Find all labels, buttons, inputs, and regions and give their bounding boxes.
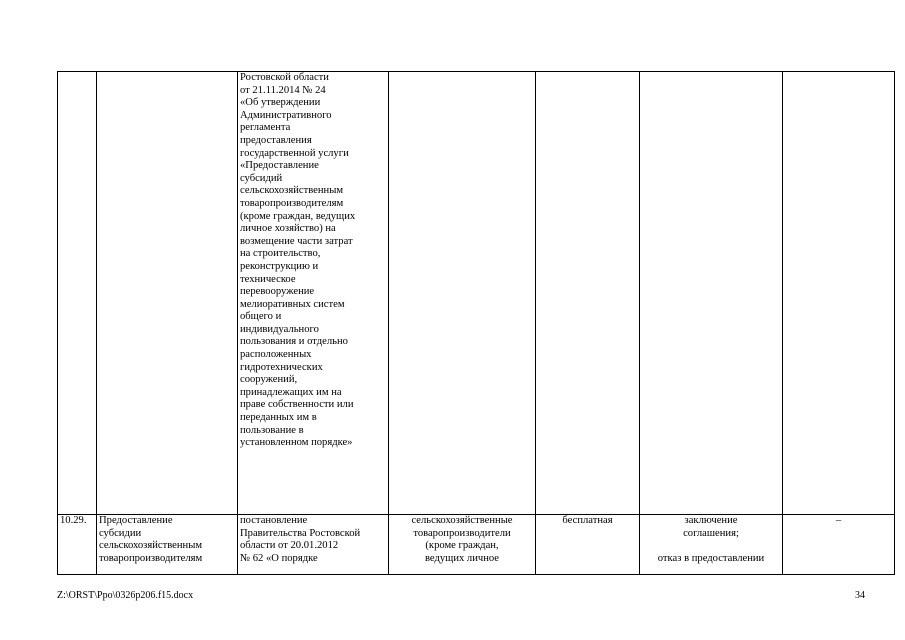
cell-text-line: соглашения; (683, 527, 739, 539)
cell-text-line: реконструкцию и (240, 260, 319, 272)
cell-text-line: праве собственности или (240, 399, 354, 411)
cell-text-line: индивидуального (240, 323, 319, 335)
row-number: 10.29. (60, 515, 87, 526)
cell-text-line: «Предоставление (240, 160, 319, 172)
cell-recipients (389, 515, 536, 575)
cell-text-line: перевооружение (240, 286, 315, 298)
cell-text-line: Ростовской области (240, 72, 329, 83)
cell-text-line: субсидий (240, 172, 283, 184)
cell-other (783, 72, 895, 515)
cell-text-line: (кроме граждан, ведущих (240, 210, 356, 222)
cell-text-line: сельскохозяйственным (99, 540, 203, 552)
cell-text-line: товаропроизводители (413, 527, 511, 539)
cell-text-line: предоставления (240, 134, 312, 146)
cell-text-line: товаропроизводителям (240, 197, 344, 209)
cell-text-line: от 21.11.2014 № 24 (240, 84, 326, 96)
cell-legal-act (238, 515, 389, 575)
cell-result (640, 72, 783, 515)
services-table (57, 71, 895, 575)
cell-text-line: постановление (240, 515, 308, 526)
cell-number (58, 515, 97, 575)
cell-text-line: регламента (240, 122, 291, 134)
cell-text-line: принадлежащих им на (240, 386, 342, 398)
cell-text-line: пользование в (240, 424, 304, 436)
cell-text-line: государственной услуги (240, 147, 349, 159)
cell-text-line: переданных им в (240, 412, 317, 424)
cell-text-line: субсидии (99, 527, 142, 539)
cell-text-line: (кроме граждан, (425, 540, 499, 552)
cell-text-line: Административного (240, 109, 332, 121)
cell-text-line: расположенных (240, 349, 312, 361)
table-row (58, 515, 895, 575)
footer-file-path: Z:\ORST\Ppo\0326p206.f15.docx (57, 590, 194, 601)
cell-text-line: сооружений, (240, 374, 298, 386)
cell-text-line: возмещение части затрат (240, 235, 353, 247)
cell-text-line: Правительства Ростовской (240, 527, 361, 539)
cell-text-line: сельскохозяйственные (411, 515, 513, 526)
cell-payment (536, 72, 640, 515)
cell-text-line: пользования и отдельно (240, 336, 348, 348)
cell-text-line: мелиоративных систем (240, 298, 345, 310)
cell-text-line (642, 540, 780, 553)
cell-text-line: заключение (684, 515, 738, 526)
cell-text-line: общего и (240, 311, 282, 323)
cell-text-line: техническое (240, 273, 296, 285)
cell-text-line: ведущих личное (424, 552, 500, 564)
cell-other (783, 515, 895, 575)
cell-text-line: «Об утверждении (240, 97, 321, 109)
cell-text-line: сельскохозяйственным (240, 185, 344, 197)
cell-text-line: № 62 «О порядке (240, 552, 318, 564)
footer-page-number: 34 (855, 590, 865, 601)
cell-text-line: Предоставление (99, 515, 173, 526)
cell-text-line: области от 20.01.2012 (240, 540, 339, 552)
cell-text-line: отказ в предоставлении (657, 552, 765, 564)
cell-number (58, 72, 97, 515)
cell-payment (536, 515, 640, 575)
cell-text-line: бесплатная (562, 515, 613, 526)
cell-service-name (97, 515, 238, 575)
cell-text-line: – (835, 515, 842, 526)
cell-recipients (389, 72, 536, 515)
cell-text-line: установленном порядке» (240, 437, 353, 449)
cell-text-line: личное хозяйство) на (240, 223, 336, 235)
cell-text-line: гидротехнических (240, 361, 323, 373)
cell-legal-act (238, 72, 389, 515)
cell-service-name (97, 72, 238, 515)
cell-text-line: товаропроизводителям (99, 552, 203, 564)
cell-result (640, 515, 783, 575)
cell-text-line: на строительство, (240, 248, 321, 260)
table-row (58, 72, 895, 515)
